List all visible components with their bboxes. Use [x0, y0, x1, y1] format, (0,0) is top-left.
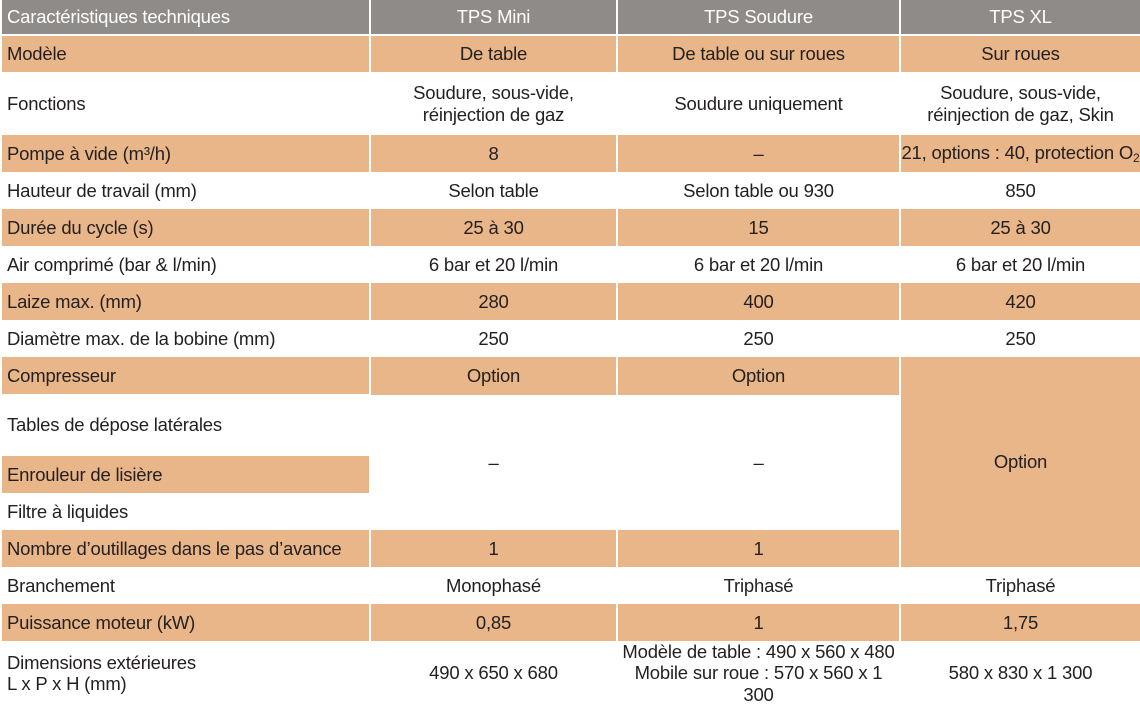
cell-value: 0,85 — [370, 604, 617, 641]
cell-value: 850 — [900, 172, 1140, 209]
table-row — [1, 35, 1140, 72]
table-row — [1, 320, 1140, 357]
cell-value: Sur roues — [900, 35, 1140, 72]
cell-value: 420 — [900, 283, 1140, 320]
table-row — [1, 357, 1140, 394]
label-line: L x P x H (mm) — [7, 672, 127, 694]
cell-value: – — [617, 135, 900, 172]
cell-value: Triphasé — [617, 567, 900, 604]
cell-value: De table — [370, 35, 617, 72]
cell-value — [370, 72, 617, 135]
cell-value-merged: – — [370, 394, 617, 530]
cell-value: Selon table — [370, 172, 617, 209]
cell-value — [617, 641, 900, 705]
cell-value: Soudure uniquement — [617, 72, 900, 135]
cell-value: De table ou sur roues — [617, 35, 900, 72]
cell-value: 250 — [370, 320, 617, 357]
row-label: Durée du cycle (s) — [1, 209, 370, 246]
table-row — [1, 72, 1140, 135]
cell-value: Selon table ou 930 — [617, 172, 900, 209]
table-row — [1, 172, 1140, 209]
cell-value — [900, 72, 1140, 135]
row-label: Enrouleur de lisière — [1, 456, 370, 493]
cell-value: 25 à 30 — [900, 209, 1140, 246]
cell-value: 25 à 30 — [370, 209, 617, 246]
cell-value: Triphasé — [900, 567, 1140, 604]
cell-value: 1,75 — [900, 604, 1140, 641]
cell-line: réinjection de gaz — [422, 103, 565, 125]
cell-value: 490 x 650 x 680 — [370, 641, 617, 705]
cell-value: 6 bar et 20 l/min — [617, 246, 900, 283]
row-label: Pompe à vide (m³/h) — [1, 135, 370, 172]
cell-line: Mobile sur roue : 570 x 560 x 1 300 — [634, 662, 883, 705]
cell-value: 1 — [370, 530, 617, 567]
label-line: Dimensions extérieures — [7, 651, 196, 673]
table-row — [1, 209, 1140, 246]
cell-value: 1 — [617, 604, 900, 641]
cell-line: Modèle de table : 490 x 560 x 480 — [622, 641, 895, 662]
row-label: Modèle — [1, 35, 370, 72]
row-label — [1, 641, 370, 705]
cell-line: Soudure, sous-vide, — [413, 82, 574, 104]
header-tps-mini: TPS Mini — [370, 0, 617, 35]
row-label: Air comprimé (bar & l/min) — [1, 246, 370, 283]
row-label: Fonctions — [1, 72, 370, 135]
table-row — [1, 641, 1140, 705]
row-label: Filtre à liquides — [1, 493, 370, 530]
row-label: Hauteur de travail (mm) — [1, 172, 370, 209]
cell-value: 8 — [370, 135, 617, 172]
table-row — [1, 604, 1140, 641]
table-row — [1, 567, 1140, 604]
header-tps-soudure: TPS Soudure — [617, 0, 900, 35]
row-label: Laize max. (mm) — [1, 283, 370, 320]
cell-value: Option — [370, 357, 617, 394]
cell-main-text: 21, options : 40, protection O — [901, 141, 1134, 163]
cell-value: Monophasé — [370, 567, 617, 604]
row-label: Puissance moteur (kW) — [1, 604, 370, 641]
header-characteristics: Caractéristiques techniques — [1, 0, 370, 35]
cell-value-merged: – — [617, 394, 900, 530]
table-row — [1, 135, 1140, 172]
cell-value: Option — [617, 357, 900, 394]
cell-value: 280 — [370, 283, 617, 320]
cell-value: 6 bar et 20 l/min — [900, 246, 1140, 283]
cell-value — [900, 135, 1140, 172]
cell-value: 580 x 830 x 1 300 — [900, 641, 1140, 705]
row-label: Diamètre max. de la bobine (mm) — [1, 320, 370, 357]
cell-value: 250 — [617, 320, 900, 357]
cell-value-merged: Option — [900, 357, 1140, 567]
row-label: Tables de dépose latérales — [1, 394, 370, 456]
table-row — [1, 283, 1140, 320]
row-label: Nombre d’outillages dans le pas d’avance — [1, 530, 370, 567]
cell-value: 15 — [617, 209, 900, 246]
header-tps-xl: TPS XL — [900, 0, 1140, 35]
cell-value: 250 — [900, 320, 1140, 357]
table-row — [1, 246, 1140, 283]
header-row — [1, 0, 1140, 35]
row-label: Branchement — [1, 567, 370, 604]
row-label: Compresseur — [1, 357, 370, 394]
cell-line: réinjection de gaz, Skin — [927, 103, 1114, 125]
cell-value: 6 bar et 20 l/min — [370, 246, 617, 283]
subscript-text: 2 — [1133, 150, 1140, 165]
cell-line: Soudure, sous-vide, — [940, 82, 1101, 104]
cell-value: 400 — [617, 283, 900, 320]
cell-value: 1 — [617, 530, 900, 567]
